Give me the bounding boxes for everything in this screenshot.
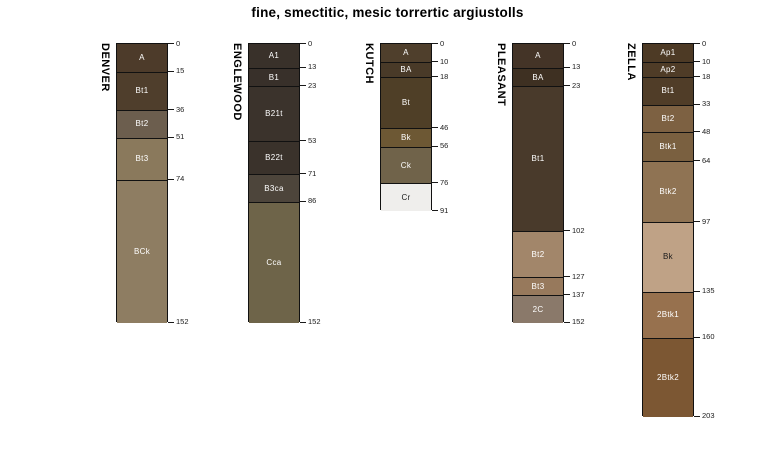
horizon-label: Bt3	[135, 154, 149, 164]
depth-tick-label: 0	[572, 38, 577, 48]
horizon-band-pleasant-bt3	[513, 277, 563, 295]
horizon-label: Bt1	[661, 86, 675, 96]
horizon-band-pleasant-ba	[513, 68, 563, 86]
depth-tick-label: 53	[308, 135, 317, 145]
horizon-band-englewood-b3ca	[249, 174, 299, 202]
horizon-band-pleasant-a	[513, 44, 563, 68]
depth-tick	[300, 43, 306, 44]
horizon-label: Btk2	[659, 187, 677, 197]
depth-tick	[432, 76, 438, 77]
depth-tick-label: 23	[572, 80, 581, 90]
horizon-label: A	[403, 48, 409, 58]
horizon-label: 2Btk2	[657, 372, 679, 382]
profile-column-englewood	[248, 43, 300, 322]
depth-tick	[694, 61, 700, 62]
depth-tick-label: 0	[702, 38, 707, 48]
depth-tick	[564, 230, 570, 231]
horizon-label: Btk1	[659, 142, 677, 152]
depth-tick-label: 13	[572, 62, 581, 72]
horizon-band-denver-bck	[117, 180, 167, 323]
depth-tick	[300, 322, 306, 323]
horizon-label: Ap2	[660, 65, 676, 75]
profile-column-denver	[116, 43, 168, 322]
horizon-label: B1	[268, 72, 280, 82]
horizon-band-englewood-b22t	[249, 141, 299, 174]
depth-tick	[168, 322, 174, 323]
depth-tick	[432, 182, 438, 183]
horizon-band-kutch-ba	[381, 62, 431, 77]
depth-tick-label: 10	[440, 56, 449, 66]
depth-tick-label: 48	[702, 126, 711, 136]
horizon-label: BA	[532, 72, 544, 82]
horizon-label: B22t	[265, 153, 283, 163]
depth-tick-label: 102	[572, 225, 585, 235]
horizon-band-zella-bt1	[643, 77, 693, 105]
depth-tick	[694, 291, 700, 292]
profile-column-kutch	[380, 43, 432, 210]
horizon-label: 2C	[532, 304, 544, 314]
horizon-band-zella-ap1	[643, 44, 693, 62]
depth-tick-label: 203	[702, 411, 715, 421]
depth-tick	[694, 43, 700, 44]
depth-tick	[168, 71, 174, 72]
horizon-band-kutch-cr	[381, 183, 431, 211]
horizon-band-zella-btk1	[643, 132, 693, 161]
horizon-band-pleasant-bt2	[513, 231, 563, 277]
horizon-label: BA	[400, 65, 412, 75]
depth-tick-label: 18	[702, 71, 711, 81]
horizon-label: B3ca	[264, 183, 284, 193]
depth-tick	[300, 201, 306, 202]
horizon-band-kutch-ck	[381, 147, 431, 184]
horizon-label: A	[139, 52, 145, 62]
depth-tick-label: 18	[440, 71, 449, 81]
depth-tick-label: 135	[702, 286, 715, 296]
depth-tick-label: 51	[176, 132, 185, 142]
depth-tick-label: 91	[440, 205, 449, 215]
depth-tick-label: 152	[572, 317, 585, 327]
depth-tick-label: 23	[308, 80, 317, 90]
horizon-band-zella-btk2	[643, 161, 693, 222]
horizon-band-zella-bk	[643, 222, 693, 292]
depth-tick-label: 46	[440, 122, 449, 132]
depth-tick	[168, 137, 174, 138]
profile-name-label-denver: DENVER	[99, 43, 111, 92]
horizon-label: A	[535, 50, 541, 60]
horizon-band-kutch-bt	[381, 77, 431, 128]
depth-tick	[300, 85, 306, 86]
horizon-band-englewood-b21t	[249, 86, 299, 141]
horizon-label: Bt3	[531, 281, 545, 291]
horizon-label: 2Btk1	[657, 310, 679, 320]
horizon-band-zella-2btk2	[643, 338, 693, 417]
depth-tick	[694, 131, 700, 132]
depth-tick-label: 86	[308, 196, 317, 206]
depth-tick-label: 36	[176, 104, 185, 114]
depth-tick	[564, 322, 570, 323]
depth-tick	[432, 127, 438, 128]
horizon-label: Bt1	[135, 86, 149, 96]
depth-tick-label: 13	[308, 62, 317, 72]
depth-tick	[694, 76, 700, 77]
profile-column-pleasant	[512, 43, 564, 322]
depth-tick	[300, 140, 306, 141]
depth-tick-label: 160	[702, 332, 715, 342]
horizon-band-kutch-bk	[381, 128, 431, 146]
depth-tick	[168, 179, 174, 180]
depth-tick-label: 152	[176, 317, 189, 327]
horizon-band-denver-bt3	[117, 138, 167, 180]
depth-tick-label: 64	[702, 155, 711, 165]
depth-tick-label: 33	[702, 99, 711, 109]
depth-tick	[564, 276, 570, 277]
depth-tick	[694, 160, 700, 161]
depth-tick-label: 97	[702, 216, 711, 226]
profile-name-label-englewood: ENGLEWOOD	[231, 43, 243, 121]
depth-tick	[168, 109, 174, 110]
horizon-label: Bt2	[661, 113, 675, 123]
depth-tick-label: 10	[702, 56, 711, 66]
depth-tick	[564, 294, 570, 295]
horizon-band-zella-ap2	[643, 62, 693, 77]
depth-tick	[432, 61, 438, 62]
depth-tick	[432, 43, 438, 44]
profile-name-label-zella: ZELLA	[625, 43, 637, 81]
horizon-label: Bt1	[531, 154, 545, 164]
horizon-label: Bk	[401, 133, 411, 143]
depth-tick-label: 0	[440, 38, 445, 48]
horizon-band-englewood-cca	[249, 202, 299, 323]
horizon-band-englewood-a1	[249, 44, 299, 68]
horizon-band-kutch-a	[381, 44, 431, 62]
depth-tick	[300, 67, 306, 68]
depth-tick-label: 56	[440, 141, 449, 151]
depth-tick-label: 152	[308, 317, 321, 327]
depth-tick	[432, 146, 438, 147]
profile-name-label-pleasant: PLEASANT	[495, 43, 507, 107]
depth-tick	[564, 43, 570, 44]
horizon-label: Bk	[663, 252, 673, 262]
horizon-band-denver-bt2	[117, 110, 167, 138]
depth-tick-label: 127	[572, 271, 585, 281]
horizon-band-zella-2btk1	[643, 292, 693, 338]
depth-tick	[694, 104, 700, 105]
horizon-label: Cca	[266, 257, 282, 267]
depth-tick-label: 137	[572, 289, 585, 299]
depth-tick-label: 0	[308, 38, 313, 48]
depth-tick-label: 74	[176, 174, 185, 184]
horizon-label: Bt	[401, 98, 411, 108]
horizon-label: Ck	[400, 160, 412, 170]
depth-tick	[564, 85, 570, 86]
chart-title: fine, smectitic, mesic torrertic argiustolls	[251, 5, 524, 20]
depth-tick	[694, 221, 700, 222]
horizon-label: BCk	[133, 246, 150, 256]
depth-tick	[300, 173, 306, 174]
horizon-band-zella-bt2	[643, 105, 693, 133]
horizon-label: Cr	[401, 192, 411, 202]
depth-tick-label: 76	[440, 177, 449, 187]
horizon-band-denver-a	[117, 44, 167, 72]
horizon-label: A1	[268, 50, 280, 60]
profile-column-zella	[642, 43, 694, 416]
horizon-label: Bt2	[531, 249, 545, 259]
depth-tick	[432, 210, 438, 211]
horizon-band-denver-bt1	[117, 72, 167, 111]
horizon-label: Ap1	[660, 48, 676, 58]
horizon-label: B21t	[265, 109, 283, 119]
depth-tick-label: 0	[176, 38, 181, 48]
profile-name-label-kutch: KUTCH	[363, 43, 375, 84]
depth-tick	[694, 416, 700, 417]
depth-tick	[564, 67, 570, 68]
depth-tick-label: 15	[176, 66, 185, 76]
horizon-band-pleasant-bt1	[513, 86, 563, 231]
horizon-band-pleasant-2c	[513, 295, 563, 323]
depth-tick	[694, 337, 700, 338]
depth-tick-label: 71	[308, 168, 317, 178]
horizon-band-englewood-b1	[249, 68, 299, 86]
depth-tick	[168, 43, 174, 44]
horizon-label: Bt2	[135, 119, 149, 129]
